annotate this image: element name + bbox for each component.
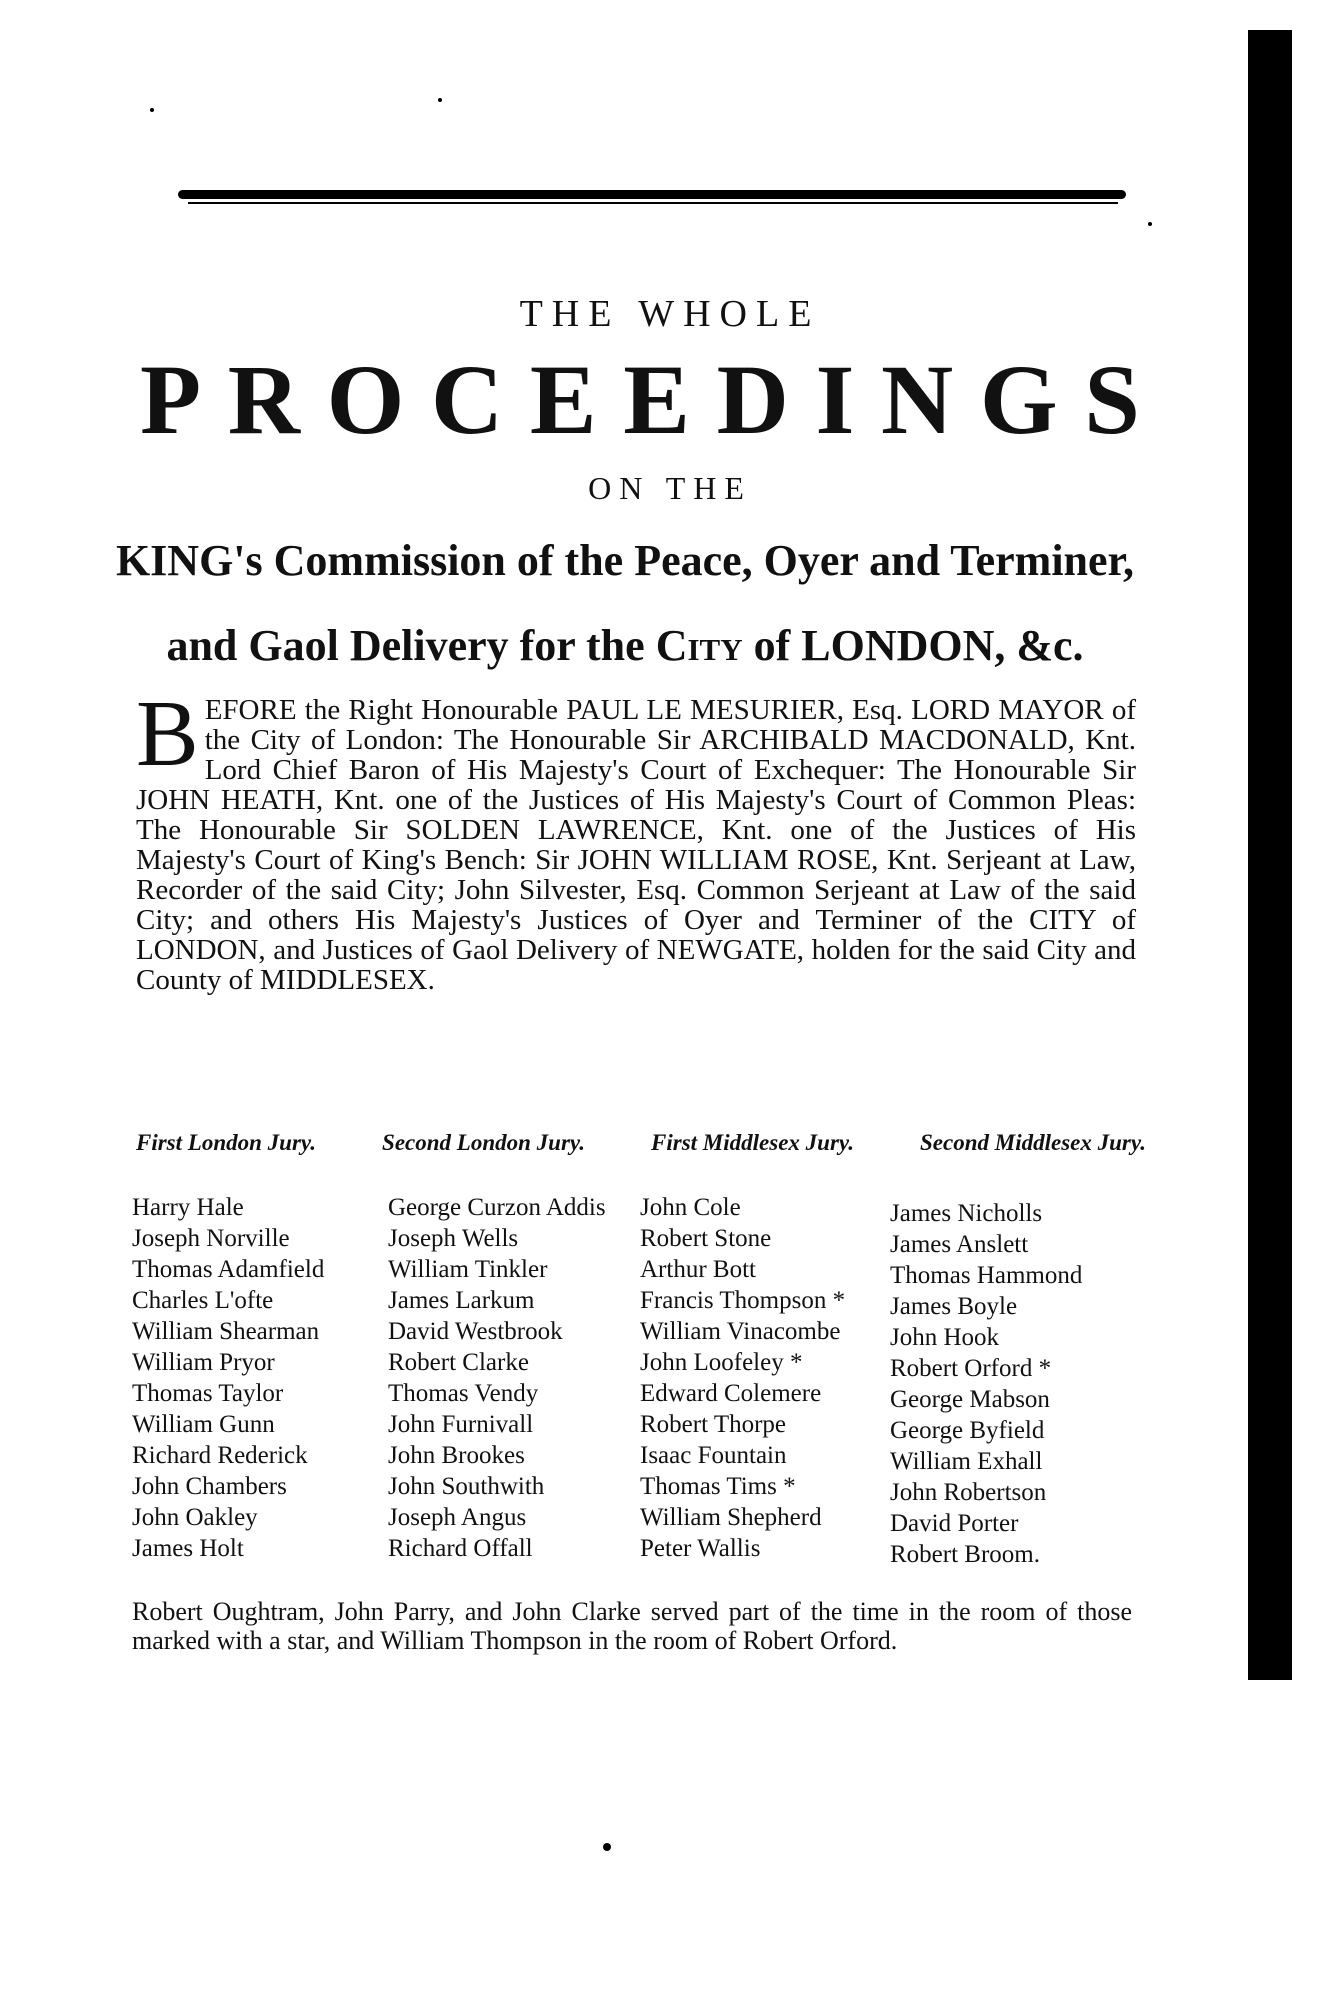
juror-name: George Curzon Addis xyxy=(388,1194,606,1221)
title-proceedings xyxy=(140,344,1140,455)
print-dot xyxy=(603,1843,611,1851)
jury-heading: First London Jury. xyxy=(136,1130,317,1155)
juror-name: Richard Offall xyxy=(388,1535,533,1562)
intro-text: EFORE the Right Honourable PAUL LE MESURIER, Esq. LORD MAYOR of the City of London: The Honourable Sir ARCHIBALD MACDONALD, Knt. Lord Chief Baron of His Majesty's Court of Exchequer: The Honourable Sir JOHN HEATH, Knt. one of the Justices of His Majesty's Court of Common Pleas: The Honourable Sir SOLDEN LAWRENCE, Knt. one of the Justices of His Majesty's Court of King's Bench: Sir JOHN WILLIAM ROSE, Knt. Serjeant at Law, Recorder of the said City; John Silvester, Esq. Common Serjeant at Law of the said City; and others His Majesty's Justices of Oyer and Terminer of the CITY of LONDON, and Justices of Gaol Delivery of NEWGATE, holden for the said City and County of MIDDLESEX. xyxy=(136,694,1136,996)
print-speck xyxy=(150,108,154,112)
juror-name: George Byfield xyxy=(890,1417,1045,1444)
title-gaol-delivery: and Gaol Delivery for the City of LONDON, &c. xyxy=(166,621,1084,670)
juror-name: John Furnivall xyxy=(388,1411,534,1438)
juror-name: William Shearman xyxy=(132,1318,320,1345)
juror-name: James Anslett xyxy=(890,1231,1029,1258)
juror-name: John Brookes xyxy=(388,1442,525,1469)
juror-name: John Chambers xyxy=(132,1473,287,1500)
juror-name: Robert Broom. xyxy=(890,1541,1040,1568)
juror-name: Thomas Adamfield xyxy=(132,1256,325,1283)
juror-name: William Gunn xyxy=(132,1411,275,1438)
juror-name: John Oakley xyxy=(132,1504,258,1531)
juror-name: Isaac Fountain xyxy=(640,1442,787,1469)
juror-name: Thomas Vendy xyxy=(388,1380,539,1407)
title-letter: S xyxy=(1084,344,1140,455)
juror-name: James Nicholls xyxy=(890,1200,1043,1227)
juror-name: Peter Wallis xyxy=(640,1535,761,1562)
title-letter: P xyxy=(140,344,202,455)
juror-name: Robert Stone xyxy=(640,1225,772,1252)
jury-list-second-middlesex xyxy=(890,1198,1082,1570)
juror-name: Joseph Angus xyxy=(388,1504,527,1531)
title-letter: C xyxy=(431,344,504,455)
title-letter: E xyxy=(623,344,690,455)
juror-name: John Loofeley * xyxy=(640,1349,803,1376)
print-speck xyxy=(438,98,442,102)
juror-name: James Larkum xyxy=(388,1287,535,1314)
juror-name: Arthur Bott xyxy=(640,1256,756,1283)
jury-heading: Second Middlesex Jury. xyxy=(920,1130,1146,1155)
juror-name: Francis Thompson * xyxy=(640,1287,846,1314)
juror-name: Robert Thorpe xyxy=(640,1411,787,1438)
juror-name: Joseph Norville xyxy=(132,1225,290,1252)
juror-name: John Southwith xyxy=(388,1473,545,1500)
juror-name: David Westbrook xyxy=(388,1318,563,1345)
juror-name: William Vinacombe xyxy=(640,1318,841,1345)
juror-name: Joseph Wells xyxy=(388,1225,519,1252)
title-letter: N xyxy=(881,344,954,455)
ornamental-rule xyxy=(178,190,1138,206)
juror-name: William Exhall xyxy=(890,1448,1043,1475)
title-letter: G xyxy=(979,344,1058,455)
juror-name: John Cole xyxy=(640,1194,741,1221)
juror-name: Thomas Taylor xyxy=(132,1380,284,1407)
substitution-note: Robert Oughtram, John Parry, and John Clarke served part of the time in the room of those marked with a star, and William Thompson in the room of Robert Orford. xyxy=(132,1597,1132,1655)
juror-name: John Hook xyxy=(890,1324,1000,1351)
title-letter: E xyxy=(529,344,597,455)
juror-name: James Holt xyxy=(132,1535,244,1562)
intro-paragraph xyxy=(136,682,1136,996)
jury-headings xyxy=(136,1130,1146,1156)
page-edge-shadow xyxy=(1248,30,1292,1680)
title-the-whole: THE WHOLE xyxy=(519,293,821,335)
print-speck xyxy=(1148,222,1152,226)
juror-name: Charles L'ofte xyxy=(132,1287,274,1314)
title-letter: D xyxy=(716,344,789,455)
juror-name: William Pryor xyxy=(132,1349,275,1376)
juror-name: George Mabson xyxy=(890,1386,1050,1413)
title-commission: KING's Commission of the Peace, Oyer and Terminer, xyxy=(115,536,1135,585)
juror-name: Robert Orford * xyxy=(890,1355,1052,1382)
juror-name: Edward Colemere xyxy=(640,1380,822,1407)
juror-name: William Shepherd xyxy=(640,1504,822,1531)
jury-list-first-middlesex xyxy=(640,1192,845,1564)
juror-name: Thomas Tims * xyxy=(640,1473,796,1500)
juror-name: William Tinkler xyxy=(388,1256,548,1283)
title-letter: I xyxy=(815,344,855,455)
jury-list-first-london xyxy=(132,1192,324,1564)
juror-name: Harry Hale xyxy=(132,1194,244,1221)
title-letter: O xyxy=(326,344,405,455)
juror-name: John Robertson xyxy=(890,1479,1047,1506)
juror-name: David Porter xyxy=(890,1510,1019,1537)
juror-name: Robert Clarke xyxy=(388,1349,529,1376)
juror-name: Richard Rederick xyxy=(132,1442,308,1469)
jury-lists xyxy=(130,1192,1150,1582)
jury-list-second-london xyxy=(388,1192,606,1564)
juror-name: James Boyle xyxy=(890,1293,1018,1320)
title-letter: R xyxy=(227,344,300,455)
jury-heading: First Middlesex Jury. xyxy=(651,1130,854,1155)
drop-cap: B xyxy=(136,682,199,786)
jury-heading: Second London Jury. xyxy=(382,1130,586,1155)
juror-name: Thomas Hammond xyxy=(890,1262,1083,1289)
title-on-the: ON THE xyxy=(588,470,752,506)
